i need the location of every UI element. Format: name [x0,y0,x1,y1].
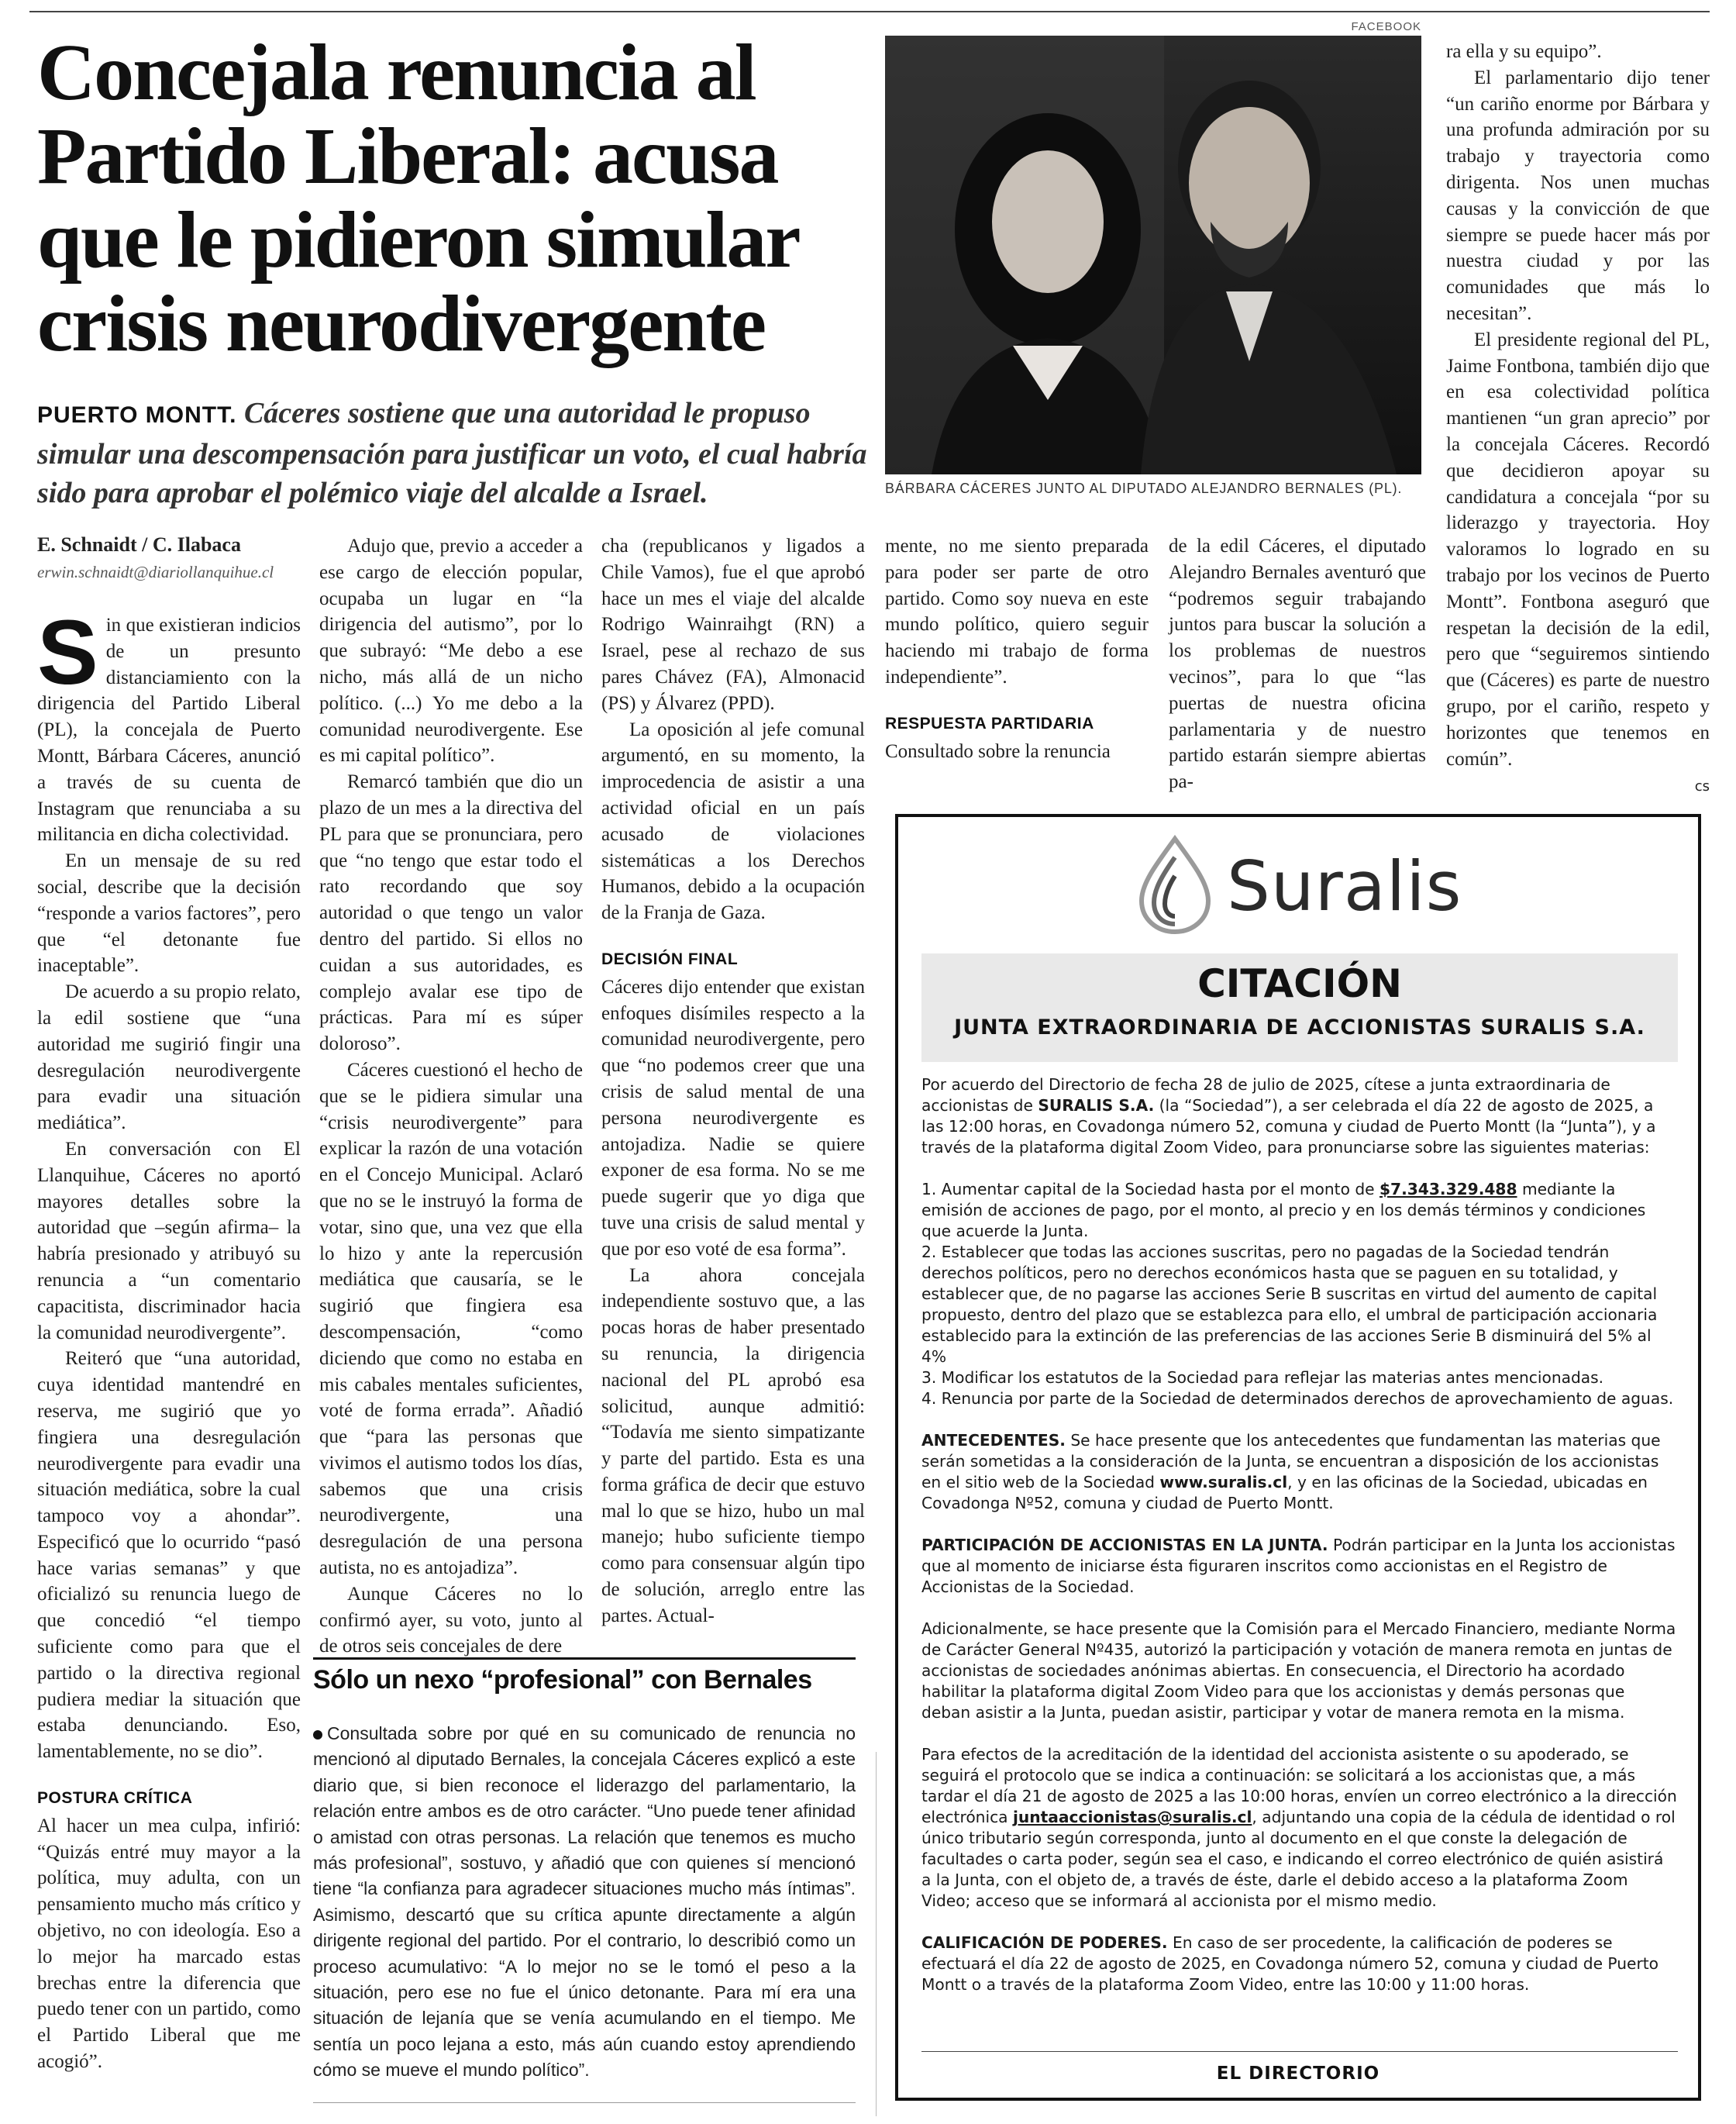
section-heading: DECISIÓN FINAL [601,950,739,968]
notice-item: 3. Modificar los estatutos de la Sociedad para reflejar las materias antes mencionadas. [921,1368,1604,1387]
top-rule [29,11,1710,12]
byline: E. Schnaidt / C. Ilabaca [37,533,241,556]
subhead-text: Cáceres sostiene que una autoridad le propuso simular una descompensación para justificar un voto, el cual habría sido para aprobar el polémico viaje del alcalde a Israel. [37,397,867,509]
paragraph: in que existieran indicios de un presunto distanciamiento con la dirigencia del Partido Liberal (PL), la concejala de Puerto Montt, Bárbara Cáceres, anunció a través de su cuenta de Instagram que renunciaba a su militancia en dicha colectividad. [37,615,301,846]
dateline: PUERTO MONTT. [37,402,237,428]
capital-amount: $7.343.329.488 [1380,1180,1517,1198]
text: Podrán participar en la Junta los accionistas que al momento de iniciarse ésta figuraren inscritos como accionistas en el Registro de Accionistas de la Sociedad. [921,1536,1676,1596]
column-separator [876,1752,877,2116]
notice-antecedentes [921,1430,1678,1514]
notice-calificacion [921,1933,1678,1995]
signature: EL DIRECTORIO [1216,2064,1380,2084]
suralis-logo [1132,834,1489,935]
photo-illustration [885,36,1421,474]
text: mediante la emisión de acciones de pago, por el monto, al precio y en los demás términos y condiciones que acuerde la Junta. [921,1180,1646,1240]
website-link[interactable]: www.suralis.cl [1159,1473,1288,1491]
paragraph: Aunque Cáceres no lo confirmó ayer, su voto, junto al de otros seis concejales de dere [319,1583,583,1657]
paragraph: La oposición al jefe comunal argumentó, en su momento, la improcedencia de asistir a una actividad oficial en un país acusado de violaciones sistemáticas a los Derechos Humanos, debido a la ocupación de la Franja de Gaza. [601,719,865,924]
text: , y en las oficinas de la Sociedad, ubicadas en Covadonga Nº52, comuna y ciudad de Puerto Montt. [921,1473,1648,1512]
headline: Concejala renuncia al Partido Liberal: acusa que le pidieron simular crisis neurodivergente [37,28,798,368]
box-title: Sólo un nexo “profesional” con Bernales [313,1665,812,1695]
citation-header [921,953,1678,1062]
text: Para efectos de la acreditación de la identidad del accionista asistente o su apoderado, se seguirá el protocolo que se indica a continuación: se solicitará a los accionistas que, a más tardar el día 21 de agosto de 2025 a las 10:00 horas, envíen un correo electrónico a la dirección electrónica [921,1745,1677,1826]
citation-subtitle: JUNTA EXTRAORDINARIA DE ACCIONISTAS SURALIS S.A. [954,1015,1645,1040]
photo-credit: FACEBOOK [1351,20,1421,33]
byline-email[interactable]: erwin.schnaidt@diariollanquihue.cl [37,563,274,581]
paragraph: Reiteró que “una autoridad, cuya identidad mantendré en reserva, me sugirió que yo fingiera una desregulación neurodivergente para evadir una situación mediática, sobre la cual tampoco voy a ahondar”. Especificó que lo ocurrido “pasó hace varias semanas” y que oficializó su renuncia luego de que concedió “el tiempo suficiente como para que el partido o la directiva regional pudiera mediar la situación que estaba denunciando. Eso, lamentablemente, no se dio”. [37,1348,301,1763]
paragraph: Al hacer un mea culpa, infirió: “Quizás entré muy mayor a la política, muy adulta, con un pensamiento mucho más crítico y objetivo, no con ideología. Eso a lo mejor ha marcado estas brechas entre la diferencia que puedo tener con un partido, como el Partido Liberal que me acogió”. [37,1815,301,2073]
legal-notice [895,814,1701,2101]
paragraph: mente, no me siento preparada para poder ser parte de otro partido. Como soy nueva en este mundo político, quiero seguir haciendo mi trabajo de forma independiente”. [885,536,1149,688]
label: ANTECEDENTES. [921,1431,1066,1450]
water-drop-icon [1132,834,1218,935]
box-bottom-rule [313,2102,856,2103]
column-6 [1446,39,1710,800]
label: CALIFICACIÓN DE PODERES. [921,1933,1168,1952]
brand-name: Suralis [1227,846,1462,926]
label: PARTICIPACIÓN DE ACCIONISTAS EN LA JUNTA. [921,1536,1328,1554]
paragraph: Adujo que, previo a acceder a ese cargo de elección popular, ocupaba un lugar en “la dirigencia del autismo”, por lo que subrayó: “Me debo a ese nicho, más allá de un nicho político. (...) Yo me debo a la comunidad neurodivergente. Ese es mi capital político”. [319,536,583,767]
paragraph: Cáceres dijo entender que existan enfoques disímiles respecto a la comunidad neurodivergente, pero que “no podemos creer que una crisis de salud mental de una persona neurodivergente es antojadiza. Nadie se quiere exponer de esa forma. No se me puede sugerir que yo diga que tuve una crisis de salud mental y que por eso voté de esa forma”. [601,976,865,1260]
box-text [313,1721,856,2084]
bullet-icon [313,1730,322,1740]
paragraph: El presidente regional del PL, Jaime Fontbona, también dijo que en esa colectividad política mantienen “un gran aprecio” por la concejala Cáceres. Recordó que decidieron apoyar su candidatura a concejala “por su liderazgo y trayectoria. Hoy valoramos lo logrado en su trabajo por los vecinos de Puerto Montt”. Fontbona aseguró que respetan la decisión de la edil, pero que “seguiremos sintiendo que (Cáceres) es parte de nuestro grupo, por el cariño, respeto y horizontes que tenemos en común”. [1446,329,1710,770]
article-photo [885,36,1421,474]
notice-item [921,1179,1678,1242]
paragraph: El parlamentario dijo tener “un cariño enorme por Bárbara y una profunda admiración por su trabajo y trayectoria como dirigenta. Nos unen muchas causas y la convicción de que siempre se puede hacer más por nuestra ciudad y por las comunidades que más lo necesitan”. [1446,67,1710,324]
column-2 [319,533,583,1660]
notice-item: 2. Establecer que todas las acciones suscritas, pero no pagadas de la Sociedad tendrán derechos políticos, pero no derechos económicos hasta que se paguen en su totalidad, y establecer que, de no pagarse las acciones Serie B suscritas en virtud del aumento de capital propuesto, dentro del plazo que se establezca para ello, el umbral de participación accionaria establecido para la extinción de las preferencias de las acciones Serie B disminuirá del 5% al 4% [921,1243,1658,1366]
notice-acreditacion [921,1744,1678,1912]
column-1 [37,602,301,2075]
subhead [37,394,874,512]
text: 1. Aumentar capital de la Sociedad hasta por el monto de [921,1180,1380,1198]
paragraph: La ahora concejala independiente sostuvo que, a las pocas horas de haber presentado su renuncia, la dirigencia nacional del PL aprobó esa solicitud, aunque admitió: “Todavía me siento simpatizante y parte del partido. Esta es una forma gráfica de decir que estuvo mal lo que se hizo, hubo un mal manejo; hubo suficiente tiempo como para consensuar algún tipo de solución, arreglo entre las partes. Actual- [601,1264,865,1626]
box-body: Consultada sobre por qué en su comunicado de renuncia no mencionó al diputado Bernales, la concejala Cáceres explicó a este diario que, si bien reconoce el liderazgo del parlamentario, la relación entre ambos es de otro carácter. “Uno puede tener afinidad o amistad con otras personas. La relación que tenemos es mucho más profesional”, sostuvo, y añadió que con quienes sí mencionó tiene “la confianza para agradecer situaciones mucho más íntimas”. Asimismo, descartó que su crítica apunte directamente a algún dirigente regional del partido. Por el contrario, lo describió como un proceso acumulativo: “A lo mejor no se le tomó el peso a la situación, pero ese no fue el único detonante. Para mí era una situación de lejanía que se venía acumulando en el tiempo. Me sentía un poco lejana a esto, más aún cuando estoy aprendiendo cómo se mueve el mundo político”. [313,1723,856,2081]
notice-adicional: Adicionalmente, se hace presente que la Comisión para el Mercado Financiero, mediante Norma de Carácter General Nº435, autorizó la participación y votación de manera remota en juntas de accionistas de sociedades anónimas abiertas. En consecuencia, el Directorio ha acordado habilitar la plataforma digital Zoom Video para que los accionistas y demás personas que deban asistir a la Junta, puedan asistir, participar y votar de manera remota en la misma. [921,1619,1676,1722]
photo-caption: BÁRBARA CÁCERES JUNTO AL DIPUTADO ALEJANDRO BERNALES (PL). [885,481,1403,496]
text: En caso de ser procedente, la calificación de poderes se efectuará el día 22 de agosto de 2025, en Covadonga número 52, comuna y ciudad de Puerto Montt o a través de la plataforma Zoom Video, entre las 10:00 y 11:00 horas. [921,1933,1659,1994]
paragraph: En conversación con El Llanquihue, Cáceres no aportó mayores detalles sobre la autoridad que –según afirma– la habría presionado y atribuyó su renuncia a “un comentario capacitista, discriminador hacia la comunidad neurodivergente”. [37,1138,301,1343]
paragraph: cha (republicanos y ligados a Chile Vamos), fue el que aprobó hace un mes el viaje del alcalde Rodrigo Wainraihgt (RN) a Israel, pese al rechazo de sus pares Chávez (FA), Almonacid (PS) y Álvarez (PPD). [601,536,865,714]
notice-body [921,1074,1678,2016]
section-heading: RESPUESTA PARTIDARIA [885,714,1094,733]
column-4 [885,533,1149,764]
citation-title: CITACIÓN [1197,961,1402,1006]
drop-cap: S [37,602,98,704]
paragraph: ra ella y su equipo”. [1446,41,1602,62]
paragraph: En un mensaje de su red social, describe que la decisión “responde a varios factores”, pero que “el detonante fue inaceptable”. [37,850,301,977]
email-link[interactable]: juntaaccionistas@suralis.cl [1012,1808,1252,1826]
section-heading: POSTURA CRÍTICA [37,1789,193,1808]
paragraph: Cáceres cuestionó el hecho de que se le pidiera simular una “crisis neurodivergente” para explicar la razón de una votación en el Concejo Municipal. Aclaró que no se le instruyó la forma de votar, sino que, una vez que ella lo hizo y ante la repercusión mediática que causaría, se le sugirió que fingiera esa descompensación, “como diciendo que como no estaba en mis cabales mentales suficientes, voté de forma errada”. Añadió que “para las personas que vivimos el autismo todos los días, sabemos que una crisis neurodivergente, una desregulación de una persona autista, no es antojadiza”. [319,1059,583,1579]
text: , adjuntando una copia de la cédula de identidad o rol único tributario según corresponda, junto al documento en el que conste la delegación de facultades o carta poder, según sea el caso, e indicando el correo electrónico de quién asistirá a la Junta, con el objeto de, a través de éste, darle el debido acceso a la plataforma Zoom Video; acceso que se informará al accionista por el mismo medio. [921,1808,1676,1910]
paragraph: De acuerdo a su propio relato, la edil sostiene que “una autoridad me sugirió fingir una desregulación neurodivergente para evadir una situación mediática”. [37,981,301,1134]
column-5 [1169,533,1426,795]
signature-rule [921,2051,1678,2052]
notice-item: 4. Renuncia por parte de la Sociedad de determinados derechos de aprovechamiento de aguas. [921,1389,1674,1408]
end-mark: cs [1694,778,1710,795]
paragraph: Remarcó también que dio un plazo de un mes a la directiva del PL para que se pronunciara, pero que “no tengo que estar todo el rato recordando que soy autoridad o que tengo un valor dentro del partido. Si ellos no cuidan a sus autoridades, es complejo avalar ese tipo de prácticas. Para mí es súper doloroso”. [319,771,583,1055]
column-3 [601,533,865,1629]
notice-participacion [921,1535,1678,1598]
box-top-rule [313,1657,856,1660]
paragraph: de la edil Cáceres, el diputado Alejandro Bernales aventuró que “podremos seguir trabajando juntos para buscar la solución a los problemas de nuestros vecinos”, para lo que “las puertas de nuestra oficina parlamentaria y de nuestro partido estarán siempre abiertas pa- [1169,536,1426,793]
text: Se hace presente que los antecedentes que fundamentan las materias que serán sometidas a la consideración de la Junta, se encuentran a disposición de los accionistas en el sitio web de la Sociedad [921,1431,1661,1491]
notice-intro [921,1074,1678,1158]
paragraph: Consultado sobre la renuncia [885,740,1111,762]
text: Por acuerdo del Directorio de fecha 28 de julio de 2025, cítese a junta extraordinaria de accionistas de [921,1075,1610,1115]
company-name: SURALIS S.A. [1038,1096,1155,1115]
text: (la “Sociedad”), a ser celebrada el día 22 de agosto de 2025, a las 12:00 horas, en Covadonga número 52, comuna y ciudad de Puerto Montt (la “Junta”), y a través de la plataforma digital Zoom Video, para pronunciarse sobre las siguientes materias: [921,1096,1656,1157]
